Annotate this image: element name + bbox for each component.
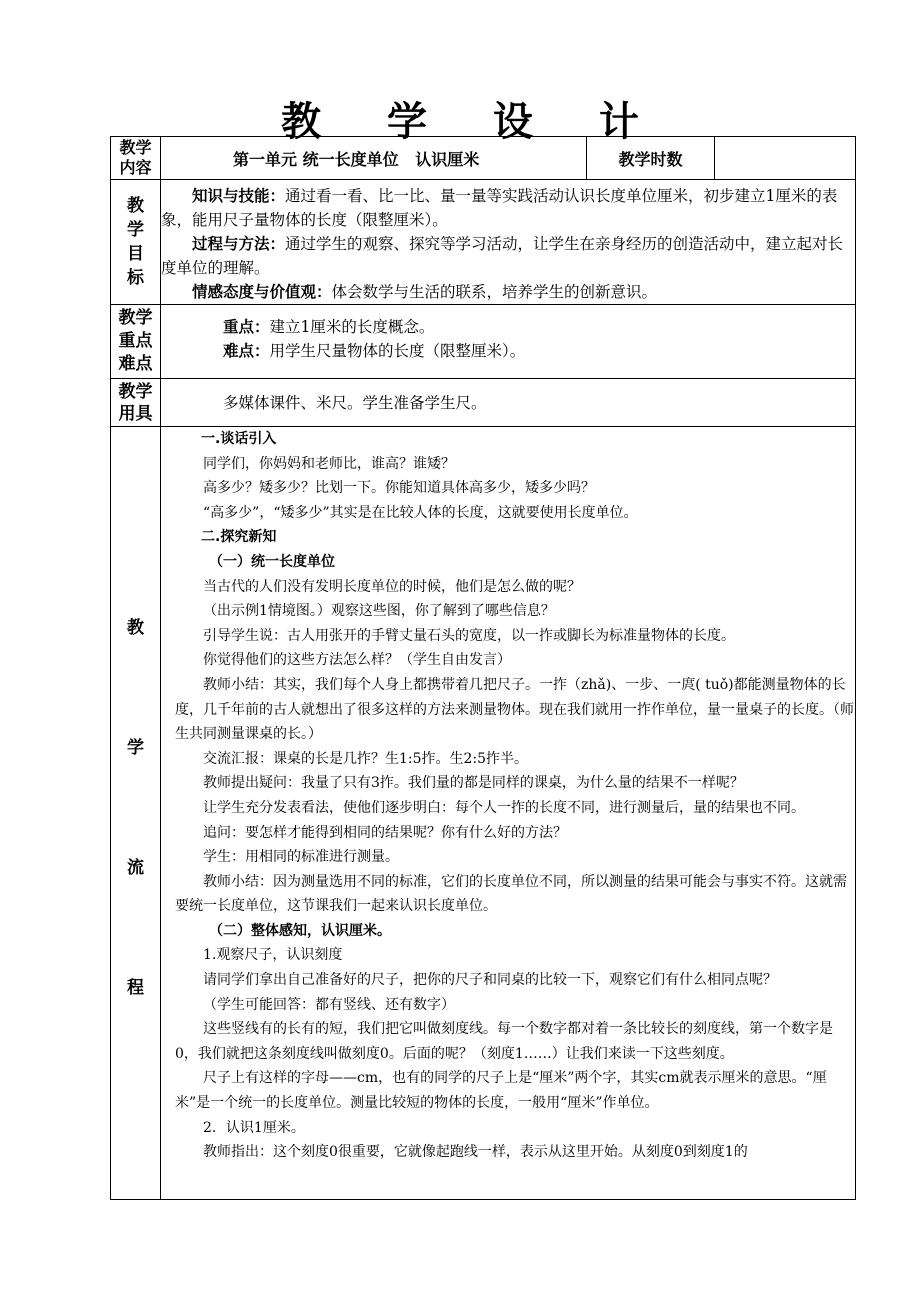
key-point xyxy=(223,315,855,339)
process-line: 交流汇报：课桌的长是几拃？生1:5拃。生2:5拃半。 xyxy=(203,750,529,767)
focus-content xyxy=(161,305,856,379)
tools-content xyxy=(161,379,856,427)
goal-item xyxy=(161,184,855,232)
process-line: 当古代的人们没有发明长度单位的时候，他们是怎么做的呢？ xyxy=(203,578,581,595)
goals-label xyxy=(111,180,161,305)
goal-heading: 过程与方法： xyxy=(192,235,286,253)
process-line: 1.观察尺子，认识刻度 xyxy=(203,947,343,964)
subsection-heading: （一）统一长度单位 xyxy=(209,553,335,570)
content-row xyxy=(111,137,856,180)
goal-item xyxy=(161,280,855,304)
goals-row xyxy=(111,180,856,305)
process-label-char: 流 xyxy=(127,858,144,878)
process-line: 学生：用相同的标准进行测量。 xyxy=(203,849,399,866)
difficult-heading: 难点： xyxy=(223,342,270,360)
process-label-stack xyxy=(111,427,160,1199)
tools-label xyxy=(111,379,161,427)
difficult-text: 用学生尺量物体的长度（限整厘米）。 xyxy=(269,342,526,360)
content-label: 教学内容 xyxy=(111,137,161,180)
content-value-text: 第一单元 统一长度单位 认识厘米 xyxy=(233,149,480,169)
process-label xyxy=(111,427,161,1200)
tools-text: 多媒体课件、米尺。学生准备学生尺。 xyxy=(223,393,487,412)
process-line: （学生可能回答：都有竖线、还有数字） xyxy=(203,996,455,1013)
focus-label xyxy=(111,305,161,379)
process-line: 引导学生说：古人用张开的手臂丈量石头的宽度，以一拃或脚长为标准量物体的长度。 xyxy=(203,627,735,644)
process-line: 2．认识1厘米。 xyxy=(203,1119,305,1136)
goal-text: 体会数学与生活的联系，培养学生的创新意识。 xyxy=(331,283,658,301)
process-label-char: 程 xyxy=(127,978,144,998)
process-line: 同学们，你妈妈和老师比，谁高？谁矮？ xyxy=(203,455,455,472)
goals-content xyxy=(161,180,856,305)
process-line: 追问：要怎样才能得到相同的结果呢？你有什么好的方法？ xyxy=(203,824,567,841)
section-heading: 二.探究新知 xyxy=(201,529,277,546)
process-line: 教师提出疑问：我量了只有3拃。我们量的都是同样的课桌，为什么量的结果不一样呢？ xyxy=(203,775,744,792)
goals-label-text: 教学目标 xyxy=(127,196,144,288)
key-text: 建立1厘米的长度概念。 xyxy=(269,318,435,336)
process-line: “高多少”，“矮多少”其实是在比较人体的长度，这就要使用长度单位。 xyxy=(203,504,638,521)
key-heading: 重点： xyxy=(223,318,270,336)
process-row xyxy=(111,427,856,1200)
process-line: 你觉得他们的这些方法怎么样？（学生自由发言） xyxy=(203,652,511,669)
process-line: 这些竖线有的长有的短，我们把它叫做刻度线。每一个数字都对着一条比较长的刻度线，第一个数字是0，我们就把这条刻度线叫做刻度0。后面的呢？（刻度1……）让我们来读一下这些刻度。 xyxy=(175,1021,833,1062)
process-line: 教师小结：其实，我们每个人身上都携带着几把尺子。一拃（zhǎ)、一步、一庹( tuǒ)都能测量物体的长度，几千年前的古人就想出了很多这样的方法来测量物体。现在我们就用一拃作单位，量一量桌子的长度。（师生共同测量课桌的长。） xyxy=(175,676,854,743)
process-content xyxy=(161,427,856,1200)
hours-value xyxy=(715,137,856,180)
process-line: 教师小结：因为测量选用不同的标准，它们的长度单位不同，所以测量的结果可能会与事实不符。这就需要统一长度单位，这节课我们一起来认识长度单位。 xyxy=(175,873,847,915)
process-line: 高多少？矮多少？比划一下。你能知道具体高多少，矮多少吗？ xyxy=(203,480,595,497)
goal-item xyxy=(161,232,855,280)
hours-label-text: 教学时数 xyxy=(618,149,683,169)
process-label-char: 教 xyxy=(127,618,144,638)
process-label-char: 学 xyxy=(127,738,144,758)
goal-text: 通过学生的观察、探究等学习活动，让学生在亲身经历的创造活动中，建立起对长度单位的理解。 xyxy=(161,235,844,277)
content-value xyxy=(161,137,587,180)
process-line: 教师指出：这个刻度0很重要，它就像起跑线一样，表示从这里开始。从刻度0到刻度1的 xyxy=(203,1144,748,1161)
goal-heading: 情感态度与价值观： xyxy=(192,283,332,301)
process-line: 尺子上有这样的字母——cm，也有的同学的尺子上是“厘米”两个字，其实cm就表示厘米的意思。“厘米”是一个统一的长度单位。测量比较短的物体的长度，一般用“厘米”作单位。 xyxy=(175,1070,827,1112)
subsection-heading: （二）整体感知，认识厘米。 xyxy=(209,922,391,939)
hours-label xyxy=(587,137,715,180)
tools-label-text: 教学用具 xyxy=(118,382,153,424)
focus-row xyxy=(111,305,856,379)
difficult-point xyxy=(223,339,855,363)
process-line: 让学生充分发表看法，使他们逐步明白：每个人一拃的长度不同，进行测量后，量的结果也不同。 xyxy=(203,799,805,816)
process-line: 请同学们拿出自己准备好的尺子，把你的尺子和同桌的比较一下，观察它们有什么相同点呢？ xyxy=(203,972,777,989)
focus-label-text: 教学重点难点 xyxy=(118,308,153,374)
goal-heading: 知识与技能： xyxy=(192,187,286,205)
page-title: 教 学 设 计 xyxy=(281,99,665,145)
process-line: （出示例1情境图。）观察这些图，你了解到了哪些信息？ xyxy=(203,603,555,620)
tools-row xyxy=(111,379,856,427)
section-heading: 一.谈话引入 xyxy=(201,431,277,447)
lesson-plan-table xyxy=(110,136,856,1200)
goal-text: 通过看一看、比一比、量一量等实践活动认识长度单位厘米，初步建立1厘米的表象，能用尺子量物体的长度（限整厘米）。 xyxy=(161,187,838,229)
